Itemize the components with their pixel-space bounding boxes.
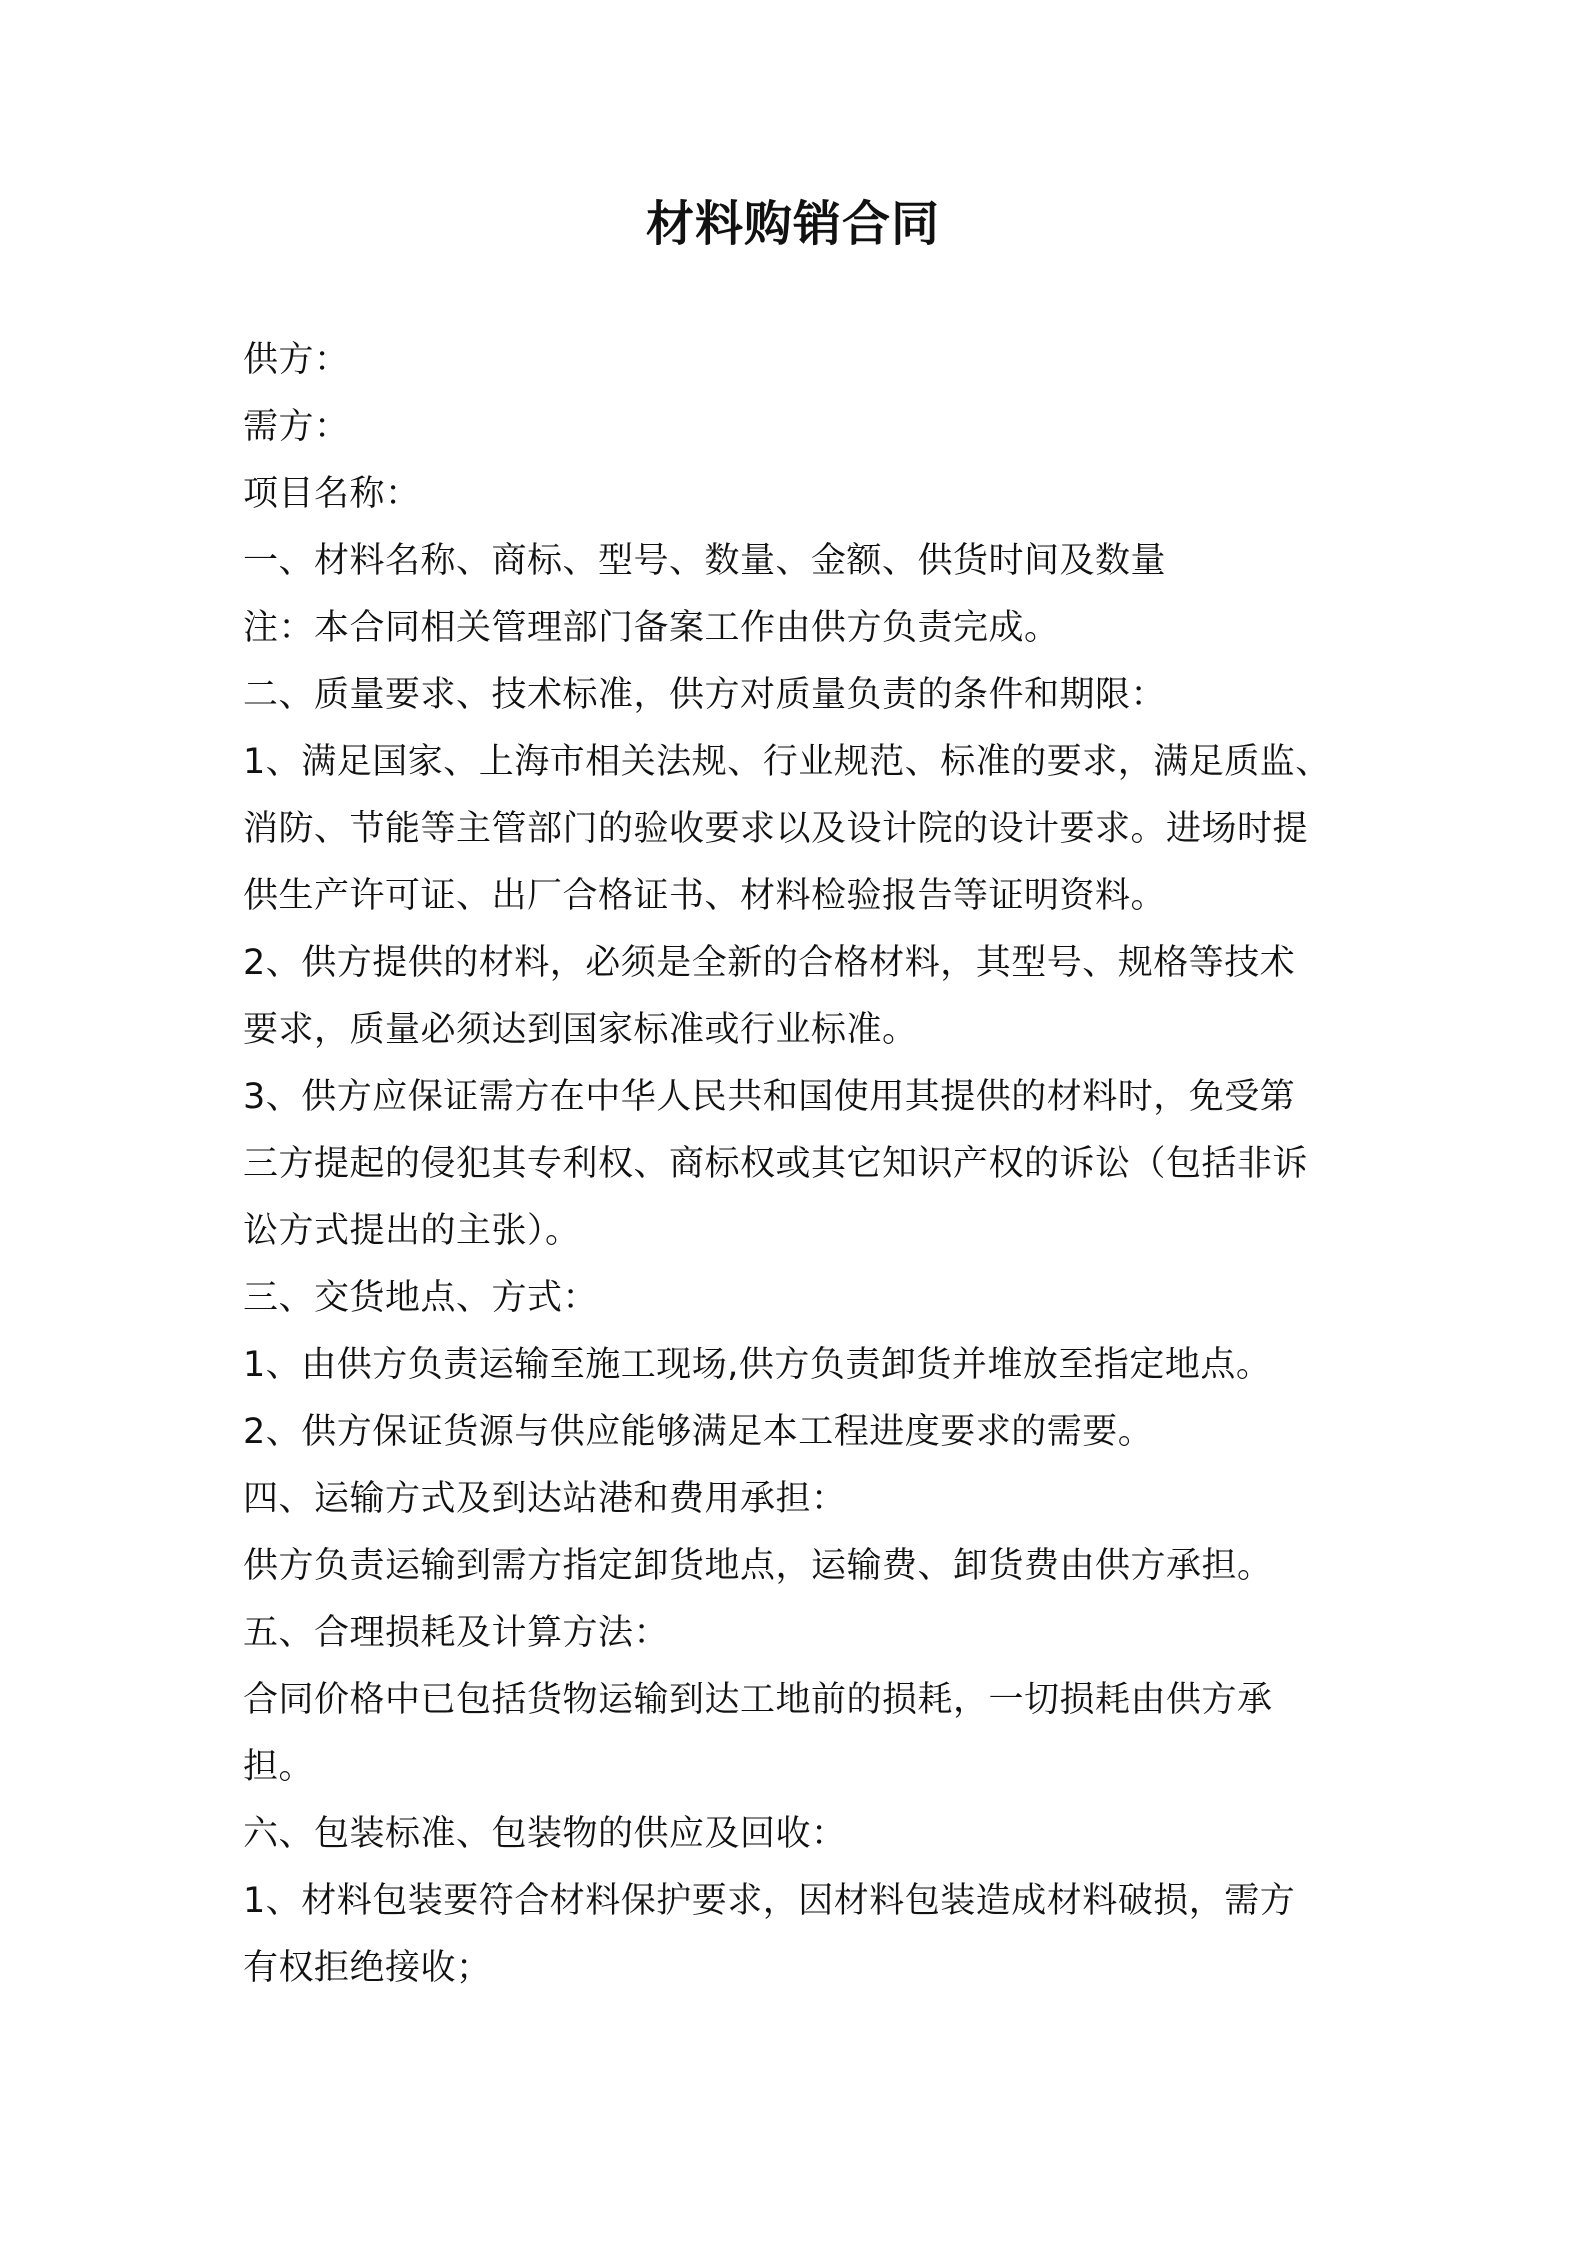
clause-2-2-line-2: 要求，质量必须达到国家标准或行业标准。 [243,1010,918,1050]
clause-2-3-line-2: 三方提起的侵犯其专利权、商标权或其它知识产权的诉讼（包括非诉 [243,1144,1309,1184]
clause-5-line-2: 担。 [243,1747,315,1787]
section-1-heading: 一、材料名称、商标、型号、数量、金额、供货时间及数量 [243,541,1167,581]
section-3-heading: 三、交货地点、方式： [243,1278,599,1318]
document-body [243,327,1363,2002]
clause-4-text: 供方负责运输到需方指定卸货地点，运输费、卸货费由供方承担。 [243,1546,1273,1586]
clause-2-1-line-3: 供生产许可证、出厂合格证书、材料检验报告等证明资料。 [243,876,1167,916]
clause-2-3-line-3: 讼方式提出的主张）。 [243,1211,581,1251]
project-name-label: 项目名称： [243,474,421,514]
note-line: 注：本合同相关管理部门备案工作由供方负责完成。 [243,608,1060,648]
clause-6-1-line-1: 1、材料包装要符合材料保护要求，因材料包装造成材料破损，需方 [243,1881,1296,1921]
section-2-heading: 二、质量要求、技术标准，供方对质量负责的条件和期限： [243,675,1167,715]
clause-5-line-1: 合同价格中已包括货物运输到达工地前的损耗，一切损耗由供方承 [243,1680,1273,1720]
clause-2-1-line-1: 1、满足国家、上海市相关法规、行业规范、标准的要求，满足质监、 [243,742,1331,782]
clause-2-2-line-1: 2、供方提供的材料，必须是全新的合格材料，其型号、规格等技术 [243,943,1296,983]
section-4-heading: 四、运输方式及到达站港和费用承担： [243,1479,847,1519]
clause-6-1-line-2: 有权拒绝接收； [243,1948,492,1988]
section-6-heading: 六、包装标准、包装物的供应及回收： [243,1814,847,1854]
clause-3-2: 2、供方保证货源与供应能够满足本工程进度要求的需要。 [243,1412,1154,1452]
section-5-heading: 五、合理损耗及计算方法： [243,1613,670,1653]
supplier-label: 供方： [243,340,350,380]
clause-2-1-line-2: 消防、节能等主管部门的验收要求以及设计院的设计要求。进场时提 [243,809,1309,849]
clause-2-3-line-1: 3、供方应保证需方在中华人民共和国使用其提供的材料时，免受第 [243,1077,1296,1117]
clause-3-1: 1、由供方负责运输至施工现场,供方负责卸货并堆放至指定地点。 [243,1345,1272,1385]
buyer-label: 需方： [243,407,350,447]
document-title: 材料购销合同 [645,196,940,252]
